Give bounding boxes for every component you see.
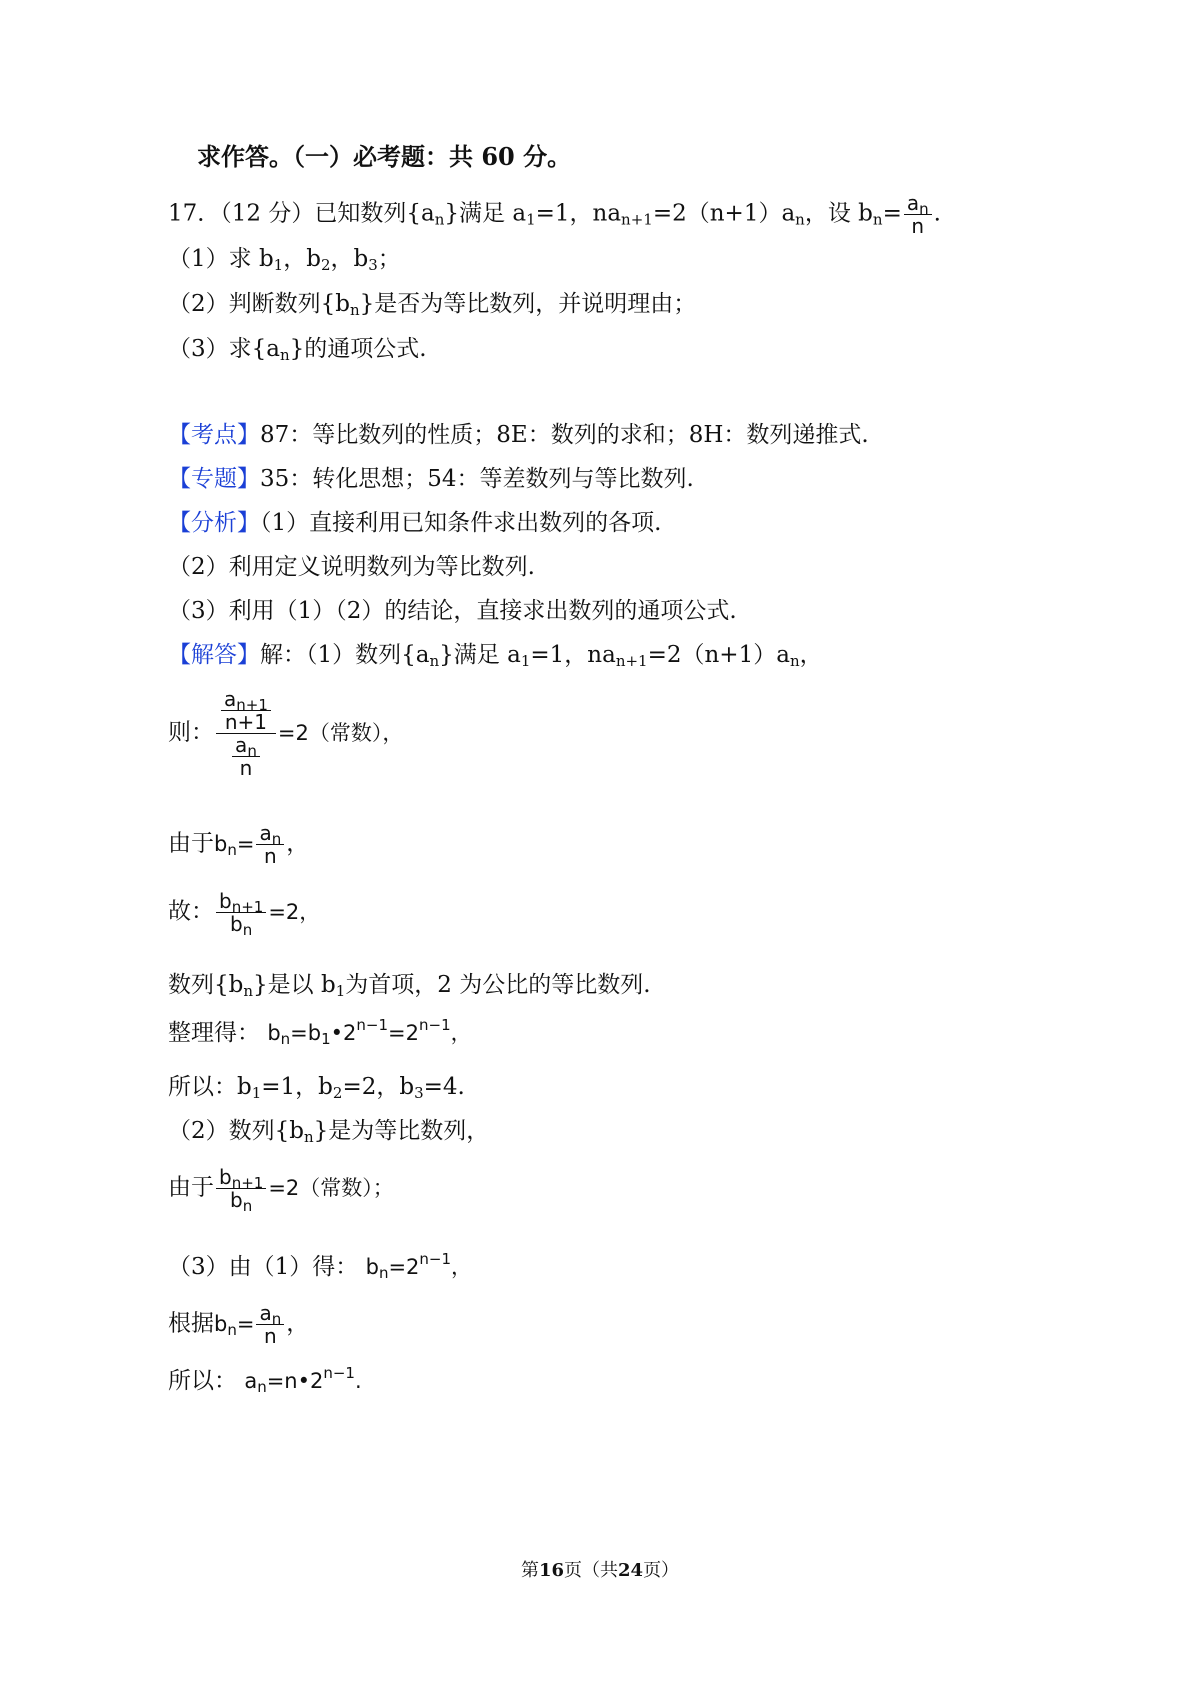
heading-text: 求作答。（一）必考题：共 60 分。 (197, 142, 572, 171)
comma: ， (451, 1255, 473, 1279)
complex-fraction (216, 688, 276, 779)
math-b: b (267, 1021, 281, 1045)
part-text: ，b (283, 246, 321, 272)
seq-text: 为首项，2 为公比的等比数列. (345, 972, 651, 998)
sub: 1 (520, 652, 531, 670)
math-a: a (259, 1301, 272, 1325)
seq-text: }是以 b (253, 972, 336, 998)
sub: 1 (526, 210, 536, 229)
kaodian-line (168, 420, 869, 450)
math-b: b (365, 1255, 379, 1279)
p3-line (168, 1252, 472, 1282)
section-heading (197, 142, 571, 172)
math-n: n (264, 1324, 277, 1348)
math-n: n (264, 844, 277, 868)
jieda-line (168, 640, 823, 670)
part-text: }是否为等比数列，并说明理由； (359, 291, 697, 317)
sub: n (919, 200, 929, 218)
jieda-text: =1，na (530, 642, 616, 668)
part-text: ； (377, 246, 401, 272)
sub: n (247, 742, 257, 760)
suoyi-line (168, 1072, 465, 1102)
final-line (168, 1366, 362, 1396)
genju-label: 根据 (168, 1310, 214, 1337)
footer-text: 页（共 (564, 1560, 618, 1581)
part-text: （2）判断数列{b (168, 291, 350, 317)
part-text: （3）求{a (168, 336, 280, 362)
stem-text: ，设 b (804, 200, 873, 227)
total-pages: 24 (618, 1560, 644, 1581)
math-b: b (230, 1188, 243, 1212)
p3-expr (365, 1250, 473, 1282)
math-a: a (244, 1369, 258, 1393)
ze-label: 则： (168, 719, 214, 746)
math-eq: =2 (388, 1255, 420, 1279)
comma: ， (450, 1021, 472, 1045)
sub: n (242, 1197, 253, 1215)
sub: n+1 (236, 696, 268, 714)
p3-text: （3）由（1）得： (168, 1254, 359, 1280)
zhuanti-text: 35：转化思想；54：等差数列与等比数列. (260, 466, 694, 492)
youyu-label: 由于 (168, 830, 214, 857)
math-eq: =b (290, 1021, 322, 1045)
sub: n (279, 346, 290, 364)
math-n: n (239, 756, 253, 780)
sub: n (378, 1264, 389, 1282)
math-a: a (235, 733, 248, 757)
part-3 (168, 334, 427, 364)
fenxi-3 (168, 596, 737, 626)
sub: n (227, 840, 237, 859)
youyu-line (168, 822, 309, 867)
fraction-an-over-n (256, 1302, 284, 1347)
p2-text: }是为等比数列， (313, 1118, 490, 1144)
sub: 1 (321, 1030, 331, 1048)
suoyi-text: =4. (423, 1074, 465, 1100)
youyu2-label: 由于 (168, 1174, 214, 1201)
stem-text: = (882, 200, 902, 227)
sub: n (795, 210, 805, 229)
fraction-bn1-over-bn (216, 1165, 266, 1215)
seq-text: 数列{b (168, 972, 244, 998)
page-number: 16 (538, 1560, 564, 1581)
p2-line (168, 1116, 489, 1146)
gu-tail: =2， (268, 899, 321, 924)
sub: n+1 (615, 652, 648, 670)
bn-expr: $b_n=$ (214, 831, 255, 859)
zhuanti-line (168, 464, 694, 494)
fenxi-label: 【分析】 (168, 510, 260, 536)
fenxi-text: （1）直接利用已知条件求出数列的各项. (260, 510, 662, 536)
suoyi-text: 所以：b (168, 1074, 252, 1100)
math-a: a (259, 821, 272, 845)
sub: n+1 (621, 210, 653, 229)
sup: n−1 (323, 1364, 355, 1382)
fenxi-line (168, 508, 661, 538)
comma: ， (286, 830, 310, 857)
final-expr (244, 1364, 362, 1396)
sub: 3 (368, 256, 378, 274)
fraction-bn1-over-bn (216, 889, 266, 939)
part-2 (168, 289, 696, 319)
jieda-text: 解：（1）数列{a (260, 642, 430, 668)
math-b: b (214, 831, 228, 856)
gu-label: 故： (168, 898, 214, 925)
sub: n+1 (231, 1174, 264, 1192)
sub: n (350, 301, 360, 319)
inner-fraction-bottom (232, 734, 260, 779)
math-b: b (230, 912, 243, 936)
suoyi-text: =2，b (342, 1074, 415, 1100)
sub: n (304, 1128, 314, 1146)
problem-stem (168, 192, 941, 237)
sub: n (257, 1378, 267, 1396)
fenxi-text: （2）利用定义说明数列为等比数列. (168, 554, 535, 580)
jieda-label: 【解答】 (168, 642, 260, 668)
sub: n (243, 982, 254, 1000)
zhuanti-label: 【专题】 (168, 466, 260, 492)
stem-text: =1，na (535, 200, 622, 227)
sub: n (872, 210, 883, 229)
sub: n (789, 652, 800, 670)
math-eq: =n•2 (266, 1369, 324, 1393)
inner-fraction-top (221, 688, 271, 733)
sub: n (429, 652, 440, 670)
problem-number: 17．（12 分） (168, 200, 315, 227)
stem-text: }满足 a (444, 200, 527, 227)
sub: n (227, 1320, 237, 1339)
zhengli-label: 整理得： (168, 1020, 260, 1046)
math-b: b (214, 1311, 228, 1336)
youyu2-line (168, 1165, 394, 1215)
fenxi-2 (168, 552, 535, 582)
stem-text: . (933, 200, 941, 227)
part-text: }的通项公式. (289, 336, 427, 362)
footer-text: 第 (520, 1560, 539, 1581)
part-text: ，b (330, 246, 369, 272)
sub: n (434, 210, 445, 229)
youyu2-tail: =2（常数）； (268, 1175, 394, 1200)
math-a: a (906, 191, 920, 215)
jieda-text: }满足 a (439, 642, 521, 668)
sub: n (271, 1310, 282, 1328)
gu-line (168, 889, 321, 939)
sub: n (242, 921, 253, 939)
kaodian-label: 【考点】 (168, 422, 260, 448)
math-a: a (224, 687, 237, 711)
bn-expr: $b_n=$ (214, 1311, 255, 1339)
ze-tail: =2（常数）， (277, 720, 404, 745)
sub: 1 (251, 1084, 262, 1102)
page-footer (0, 1556, 1200, 1582)
part-1 (168, 244, 401, 274)
seq-line (168, 970, 651, 1000)
p2-text: （2）数列{b (168, 1118, 304, 1144)
footer-text: 页） (643, 1560, 680, 1581)
fraction-an-over-n (904, 192, 932, 237)
sub: 2 (320, 256, 331, 274)
zhengli-line (168, 1018, 472, 1048)
sup: n−1 (419, 1016, 451, 1034)
suoyi-text: =1，b (261, 1074, 333, 1100)
fenxi-text: （3）利用（1）（2）的结论，直接求出数列的通项公式. (168, 598, 737, 624)
stem-text: 已知数列{a (314, 200, 435, 227)
math-n: n (911, 214, 925, 238)
period: . (354, 1369, 362, 1393)
sub: n (280, 1030, 291, 1048)
sub: 1 (273, 256, 284, 274)
sup: n−1 (419, 1250, 452, 1268)
math-times: •2 (330, 1021, 357, 1045)
sub: 2 (332, 1084, 343, 1102)
math-b: b (219, 889, 232, 913)
math-b: b (219, 1165, 232, 1189)
sub: 3 (414, 1084, 424, 1102)
ze-line (168, 688, 403, 779)
stem-text: =2（n+1）a (652, 200, 796, 227)
jieda-text: ， (799, 642, 823, 668)
sup: n−1 (356, 1016, 389, 1034)
genju-line (168, 1302, 309, 1347)
jieda-text: =2（n+1）a (647, 642, 790, 668)
final-label: 所以： (168, 1368, 237, 1394)
fraction-an-over-n (256, 822, 284, 867)
math-eq: =2 (388, 1021, 419, 1045)
part-text: （1）求 b (168, 246, 274, 272)
kaodian-text: 87：等比数列的性质；8E：数列的求和；8H：数列递推式. (260, 422, 869, 448)
zhengli-expr (267, 1016, 472, 1048)
comma: ， (286, 1310, 310, 1337)
math-n1: n+1 (224, 710, 268, 734)
sub: n (271, 830, 282, 848)
sub: n+1 (231, 898, 264, 916)
sub: 1 (335, 982, 346, 1000)
